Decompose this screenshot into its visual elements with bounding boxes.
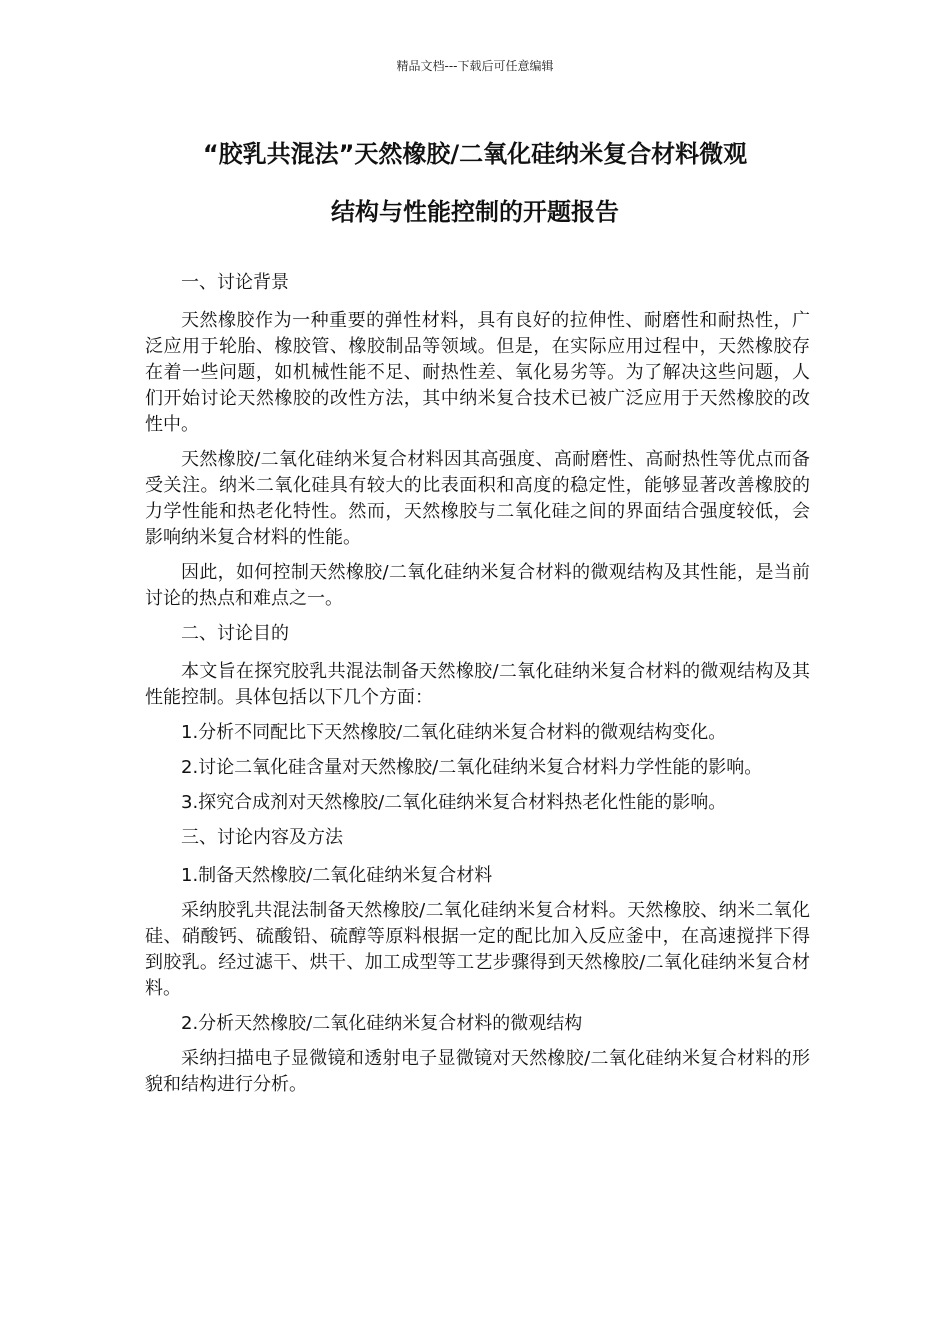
document-body [145, 270, 810, 1107]
document-title-line-2: 结构与性能控制的开题报告 [331, 198, 619, 226]
document-title-line-1: “胶乳共混法”天然橡胶/二氧化硅纳米复合材料微观 [202, 140, 748, 168]
paragraph: 采纳扫描电子显微镜和透射电子显微镜对天然橡胶/二氧化硅纳米复合材料的形貌和结构进行分析。 [145, 1048, 810, 1095]
header-note: 精品文档---下载后可任意编辑 [396, 59, 554, 73]
paragraph: 天然橡胶/二氧化硅纳米复合材料因其高强度、高耐磨性、高耐热性等优点而备受关注。纳米二氧化硅具有较大的比表面积和高度的稳定性，能够显著改善橡胶的力学性能和热老化特性。然而，天然橡胶与二氧化硅之间的界面结合强度较低，会影响纳米复合材料的性能。 [145, 449, 810, 548]
section-heading-methods: 三、讨论内容及方法 [181, 827, 343, 848]
paragraph: 因此，如何控制天然橡胶/二氧化硅纳米复合材料的微观结构及其性能，是当前讨论的热点和难点之一。 [145, 562, 810, 609]
section-heading-purpose: 二、讨论目的 [181, 623, 289, 644]
subheading: 2.分析天然橡胶/二氧化硅纳米复合材料的微观结构 [181, 1013, 583, 1034]
list-item: 2.讨论二氧化硅含量对天然橡胶/二氧化硅纳米复合材料力学性能的影响。 [181, 757, 763, 778]
subheading: 1.制备天然橡胶/二氧化硅纳米复合材料 [181, 865, 493, 886]
paragraph: 采纳胶乳共混法制备天然橡胶/二氧化硅纳米复合材料。天然橡胶、纳米二氧化硅、硝酸钙、硫酸铅、硫醇等原料根据一定的配比加入反应釜中，在高速搅拌下得到胶乳。经过滤干、烘干、加工成型等工艺步骤得到天然橡胶/二氧化硅纳米复合材料。 [145, 900, 810, 999]
list-item: 3.探究合成剂对天然橡胶/二氧化硅纳米复合材料热老化性能的影响。 [181, 792, 727, 813]
paragraph: 本文旨在探究胶乳共混法制备天然橡胶/二氧化硅纳米复合材料的微观结构及其性能控制。具体包括以下几个方面： [145, 661, 810, 708]
section-heading-background: 一、讨论背景 [181, 272, 289, 293]
paragraph: 天然橡胶作为一种重要的弹性材料，具有良好的拉伸性、耐磨性和耐热性，广泛应用于轮胎、橡胶管、橡胶制品等领域。但是，在实际应用过程中，天然橡胶存在着一些问题，如机械性能不足、耐热性差、氧化易劣等。为了解决这些问题，人们开始讨论天然橡胶的改性方法，其中纳米复合技术已被广泛应用于天然橡胶的改性中。 [145, 310, 810, 435]
list-item: 1.分析不同配比下天然橡胶/二氧化硅纳米复合材料的微观结构变化。 [181, 722, 727, 743]
